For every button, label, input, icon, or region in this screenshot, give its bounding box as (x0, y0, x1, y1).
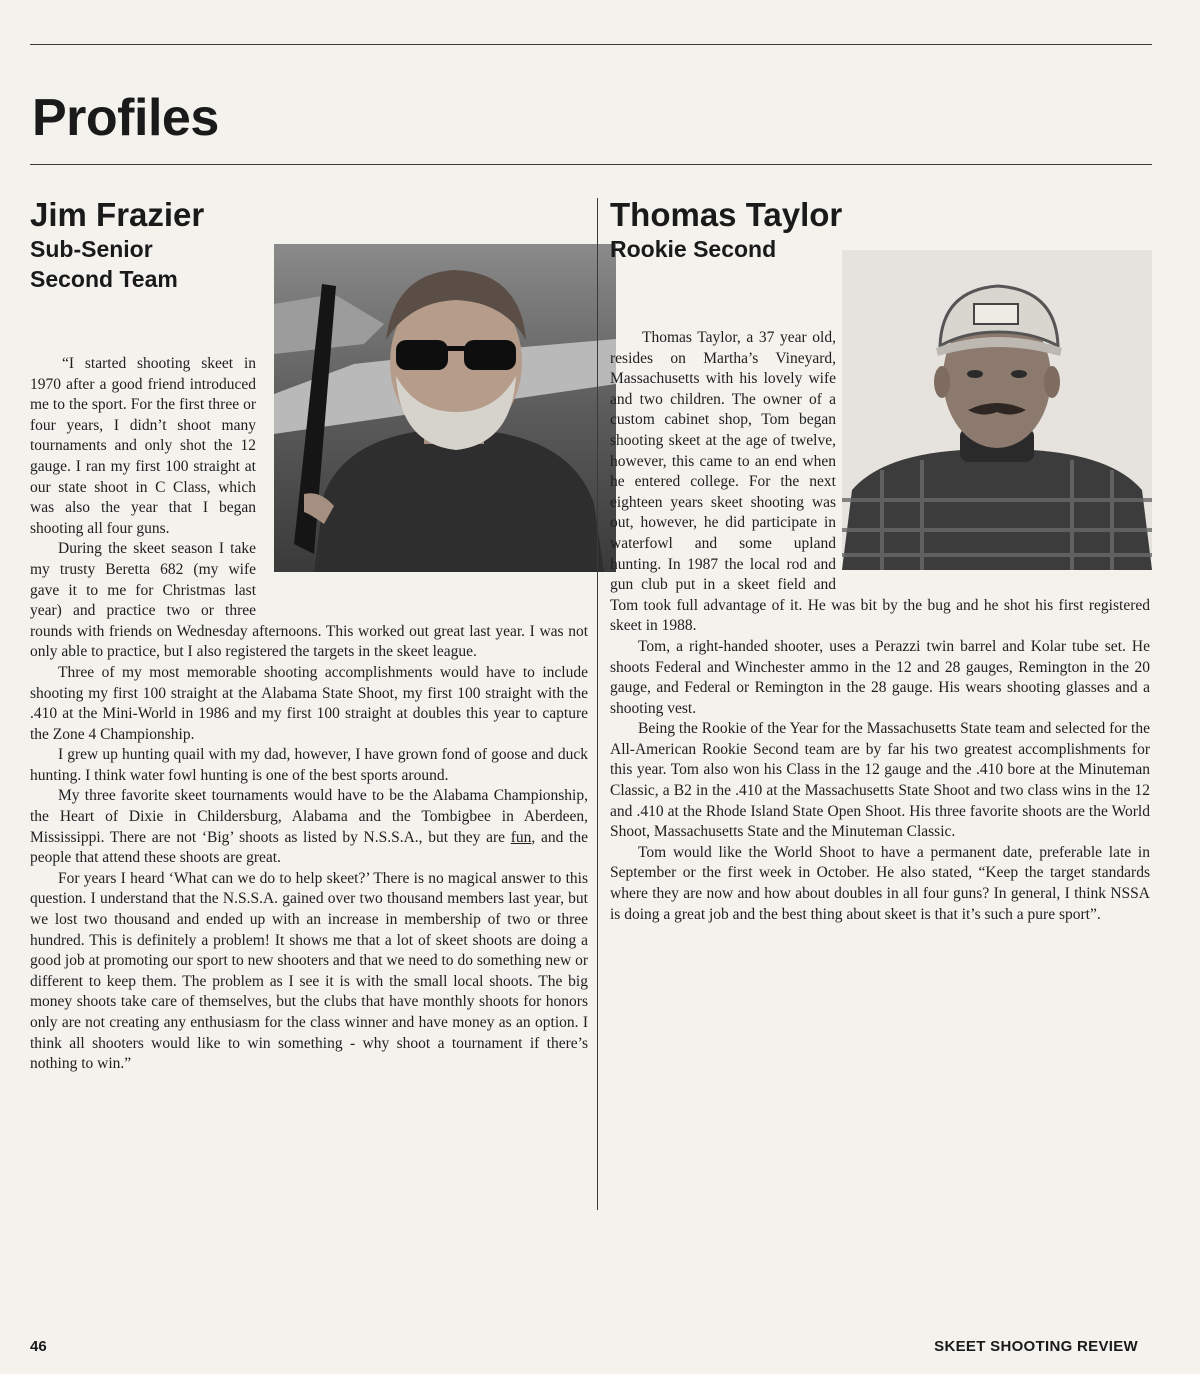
top-rule (30, 44, 1152, 45)
profile-name: Jim Frazier (30, 196, 205, 233)
paragraph: Being the Rookie of the Year for the Massachusetts State team and selected for the All-American Rookie Second team are by far his two greatest accomplishments for this year. Tom also won his Class in the 12 gauge and the .410 bore at the Minuteman Classic, a B2 in the .410 at the Massachusetts State Shoot and two class wins in the 12 and .410 at the Rhode Island State Open Shoot. His three favorite shoots are the World Shoot, Massachusetts State and the Minuteman Classic. (610, 720, 1150, 841)
paragraph: Three of my most memorable shooting accomplishments would have to include shooting my first 100 straight at the Alabama State Shoot, my first 100 straight with the .410 at the Mini-World in 1986 and my first 100 straight at doubles this year to capture the Zone 4 Championship. (30, 663, 588, 743)
paragraph (30, 786, 588, 868)
profile-name: Thomas Taylor (610, 196, 843, 233)
paragraph: During the skeet season I take my trusty Beretta 682 (my wife gave it to me for Christmas last year) and practice two or three rounds with friends on Wednesday afternoons. This worked out great last year. I was not only able to practice, but I also registered the targets in the skeet league. (30, 540, 588, 661)
paragraph: I grew up hunting quail with my dad, however, I have grown fond of goose and duck hunting. I think water fowl hunting is one of the best sports around. (30, 746, 588, 784)
underlined-word: fun (510, 828, 532, 846)
profile-thomas-taylor (610, 196, 1152, 923)
paragraph: “I started shooting skeet in 1970 after a good friend introduced me to the sport. For the first three or four years, I didn’t shoot many tournaments and only shot the 12 gauge. I ran my first 100 straight at our state shoot in C Class, which was also the year that I began shooting all four guns. (30, 355, 256, 537)
magazine-name: SKEET SHOOTING REVIEW (934, 1338, 1138, 1355)
profile-team: Rookie Second (610, 235, 777, 262)
paragraph-part: My three favorite skeet tournaments would have to be the Alabama Championship, the Heart of Dixie in Childersburg, Alabama and the Tombigbee in Aberdeen, Mississippi. There are not ‘Big’ shoots as listed by N.S.S.A., but they are (30, 787, 588, 846)
header-rule (30, 164, 1152, 165)
paragraph: Tom would like the World Shoot to have a permanent date, preferable late in September or the first week in October. He also stated, “Keep the target standards where they are now and how about doubles in all four guns? In general, I think NSSA is doing a great job and the best thing about skeet is that it’s such a pure sport”. (610, 843, 1150, 923)
photo-wrap-space (256, 354, 588, 602)
paragraph: Tom, a right-handed shooter, uses a Perazzi twin barrel and Kolar tube set. He shoots Federal and Winchester ammo in the 12 and 28 gauges, Remington in the 20 gauge, and Federal or Remington in the 28 gauge. His wears shooting glasses and a shooting vest. (610, 637, 1150, 717)
section-title: Profiles (32, 89, 219, 147)
profile-team-line1: Sub-Senior (30, 235, 153, 262)
profile-body (30, 354, 588, 1075)
profile-jim-frazier (30, 196, 590, 1073)
paragraph: Thomas Taylor, a 37 year old, resides on Martha’s Vineyard, Massachusetts with his lovely wife and two children. The owner of a custom cabinet shop, Tom began shooting skeet at the age of twelve, however, this came to an end when he entered college. For the next eighteen years skeet shooting was out, however, he did participate in waterfowl and some upland hunting. In 1987 the local rod and gun club put in a skeet field and Tom took full advantage of it. He was bit by the bug and he shot his first registered skeet in 1988. (610, 329, 1150, 635)
photo-wrap-space (836, 328, 1150, 592)
paragraph: For years I heard ‘What can we do to help skeet?’ There is no magical answer to this question. I understand that the N.S.S.A. gained over two thousand members last year, but we lost two thousand and ended up with an increase in membership of two or three hundred. This is definitely a problem! It shows me that a lot of skeet shoots are doing a good job at promoting our sport to new shooters and that we need to do something new or different to keep them. The problem as I see it is with the small local shoots. The big money shoots take care of themselves, but the clubs that have monthly shoots for honors only are not creating any enthusiasm for the class winner and have money as an option. I think all shooters would like to win something - why shoot a tournament if there’s nothing to win.” (30, 869, 588, 1073)
profile-team-line2: Second Team (30, 265, 178, 292)
column-divider (597, 198, 598, 1210)
profile-body (610, 328, 1150, 925)
paragraph-part: , and the people that attend these shoots are great. (30, 828, 588, 867)
page-number: 46 (30, 1338, 47, 1355)
